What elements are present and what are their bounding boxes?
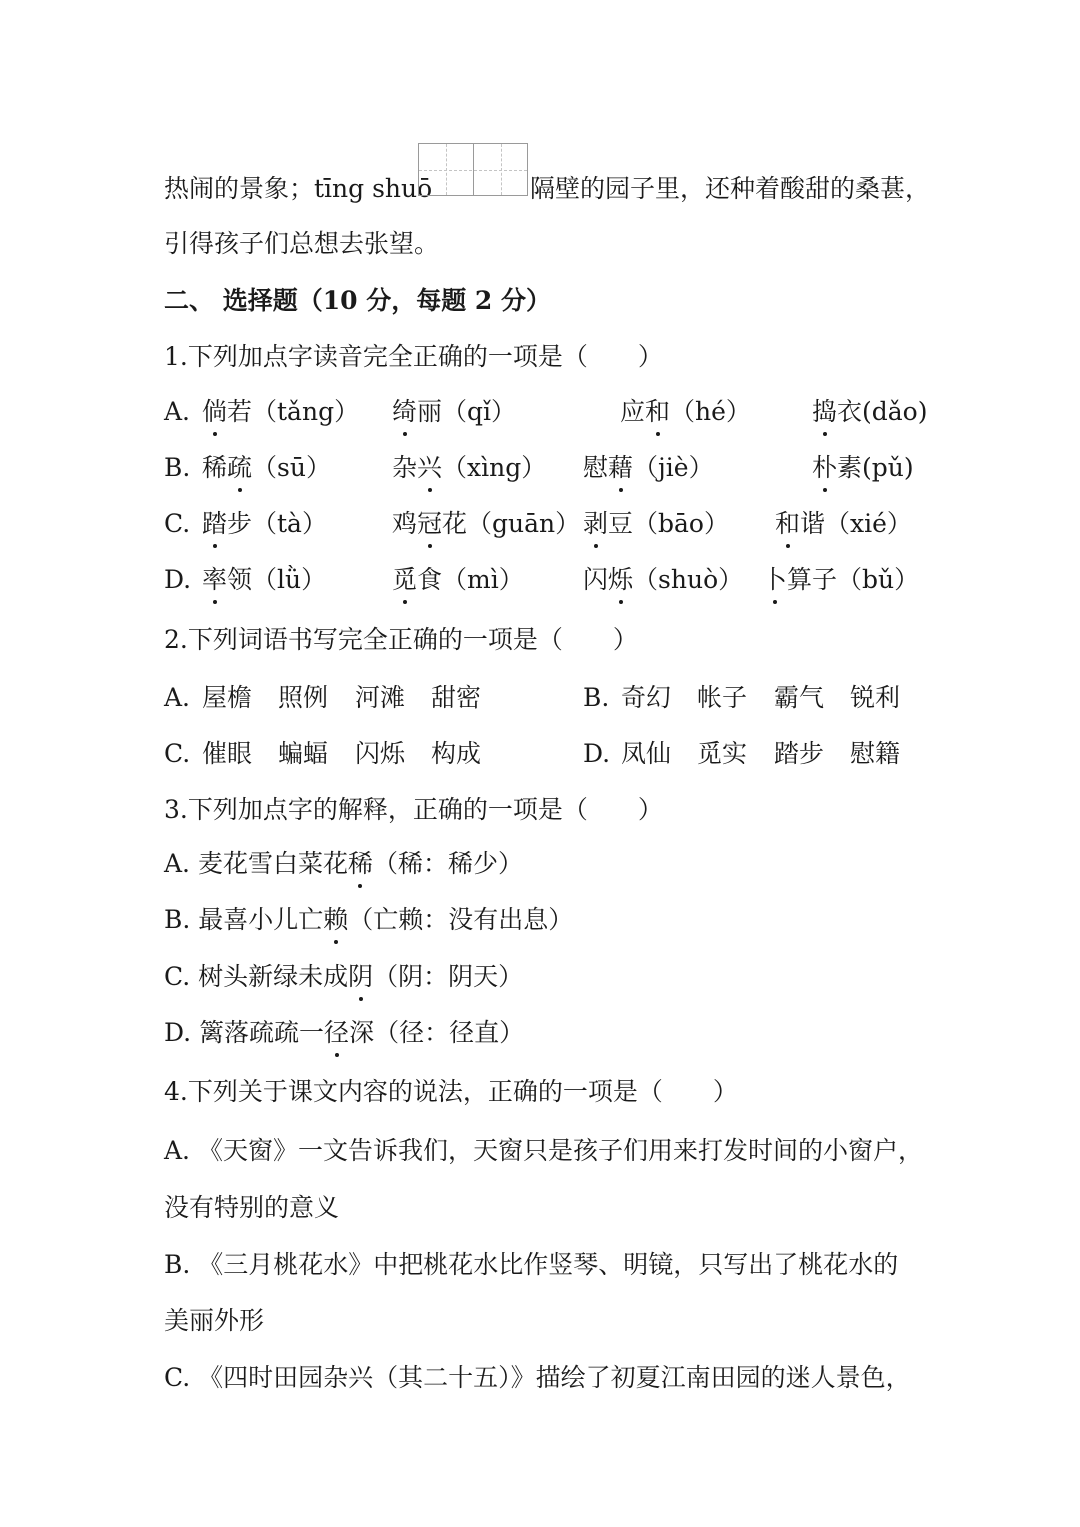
q2-word: 奇幻	[621, 683, 672, 712]
emphasis-dot-char: 稀	[348, 847, 373, 881]
q2-word: 催眼	[202, 739, 253, 768]
q2-word: 甜密	[431, 683, 482, 712]
q1-option-label: C.	[164, 509, 191, 538]
q1-option-label: A.	[164, 397, 191, 426]
q1-a-item: 捣衣(dǎo)	[812, 395, 927, 429]
q3-stem: 3.下列加点字的解释，正确的一项是（ ）	[164, 795, 663, 824]
q4-option-b-line2: 美丽外形	[164, 1306, 265, 1335]
q1-d-item: 卜算子（bǔ）	[762, 563, 919, 597]
emphasis-dot-char: 剥	[583, 507, 608, 541]
q3-option-a: A. 麦花雪白菜花稀（稀：稀少）	[164, 847, 523, 881]
q2-stem: 2.下列词语书写完全正确的一项是（ ）	[164, 625, 638, 654]
q3-option-d: D. 篱落疏疏一径深（径：径直）	[164, 1016, 524, 1050]
emphasis-dot-char: 烁	[608, 563, 633, 597]
emphasis-dot-char: 阴	[348, 960, 373, 994]
emphasis-dot-char: 倘	[202, 395, 227, 429]
q1-a-item: 应和（hé）	[620, 395, 751, 429]
emphasis-dot-char: 赖	[323, 903, 348, 937]
emphasis-dot-char: 率	[202, 563, 227, 597]
q1-b-item: 稀疏（sū）	[202, 451, 331, 485]
q2-word: 蝙蝠	[278, 739, 329, 768]
emphasis-dot-char: 疏	[227, 451, 252, 485]
emphasis-dot-char: 踏	[202, 507, 227, 541]
q1-b-item: 朴素(pǔ)	[812, 451, 914, 485]
q2-option-label: D.	[583, 739, 611, 768]
q2-word: 霸气	[774, 683, 825, 712]
q2-word: 慰籍	[850, 739, 901, 768]
q2-word: 觅实	[697, 739, 748, 768]
q2-option-label: B.	[583, 683, 610, 712]
q4-stem: 4.下列关于课文内容的说法，正确的一项是（ ）	[164, 1077, 738, 1106]
section-title: 二、 选择题（10 分，每题 2 分）	[164, 286, 552, 315]
q2-word: 锐利	[850, 683, 901, 712]
grid-guide	[419, 170, 527, 171]
q1-d-item: 闪烁（shuò）	[583, 563, 743, 597]
q2-word: 闪烁	[355, 739, 406, 768]
emphasis-dot-char: 径	[324, 1016, 349, 1050]
intro-text-after-grid: 隔壁的园子里，还种着酸甜的桑葚，	[530, 174, 931, 203]
q2-word: 凤仙	[621, 739, 672, 768]
emphasis-dot-char: 卜	[762, 563, 787, 597]
emphasis-dot-char: 绮	[392, 395, 417, 429]
q2-option-label: A.	[164, 683, 191, 712]
q1-c-item: 剥豆（bāo）	[583, 507, 729, 541]
emphasis-dot-char: 觅	[392, 563, 417, 597]
answer-writing-grid[interactable]	[418, 143, 528, 196]
q1-c-item: 踏步（tà）	[202, 507, 327, 541]
q1-b-item: 慰藉（jiè）	[583, 451, 714, 485]
q2-word: 构成	[431, 739, 482, 768]
q2-word: 屋檐	[202, 683, 253, 712]
q2-option-label: C.	[164, 739, 191, 768]
q4-option-a-line1: A. 《天窗》一文告诉我们，天窗只是孩子们用来打发时间的小窗户，	[164, 1136, 923, 1165]
q1-d-item: 率领（lǜ）	[202, 563, 326, 597]
emphasis-dot-char: 和	[645, 395, 670, 429]
q1-stem: 1.下列加点字读音完全正确的一项是（ ）	[164, 342, 663, 371]
q1-a-item: 绮丽（qǐ）	[392, 395, 516, 429]
q2-word: 踏步	[774, 739, 825, 768]
q3-option-b: B. 最喜小儿亡赖（亡赖：没有出息）	[164, 903, 573, 937]
q1-b-item: 杂兴（xìng）	[392, 451, 546, 485]
q1-d-item: 觅食（mì）	[392, 563, 524, 597]
q1-c-item: 和谐（xié）	[775, 507, 912, 541]
intro-line-2: 引得孩子们总想去张望。	[164, 229, 440, 258]
q4-option-c-line1: C. 《四时田园杂兴（其二十五）》描绘了初夏江南田园的迷人景色，	[164, 1363, 911, 1392]
q4-option-a-line2: 没有特别的意义	[164, 1193, 340, 1222]
q2-word: 照例	[278, 683, 329, 712]
q1-a-item: 倘若（tǎng）	[202, 395, 359, 429]
q2-word: 帐子	[697, 683, 748, 712]
q1-c-item: 鸡冠花（guān）	[392, 507, 580, 541]
intro-text-before-grid: 热闹的景象；tīng shuō	[164, 174, 433, 203]
emphasis-dot-char: 兴	[417, 451, 442, 485]
q1-option-label: B.	[164, 453, 191, 482]
intro-line-1a	[164, 172, 432, 206]
q4-option-b-line1: B. 《三月桃花水》中把桃花水比作竖琴、明镜，只写出了桃花水的	[164, 1250, 899, 1279]
q1-option-label: D.	[164, 565, 192, 594]
emphasis-dot-char: 捣	[812, 395, 837, 429]
q3-option-c: C. 树头新绿未成阴（阴：阴天）	[164, 960, 523, 994]
emphasis-dot-char: 和	[775, 507, 800, 541]
q2-word: 河滩	[355, 683, 406, 712]
emphasis-dot-char: 冠	[417, 507, 442, 541]
emphasis-dot-char: 朴	[812, 451, 837, 485]
emphasis-dot-char: 藉	[608, 451, 633, 485]
